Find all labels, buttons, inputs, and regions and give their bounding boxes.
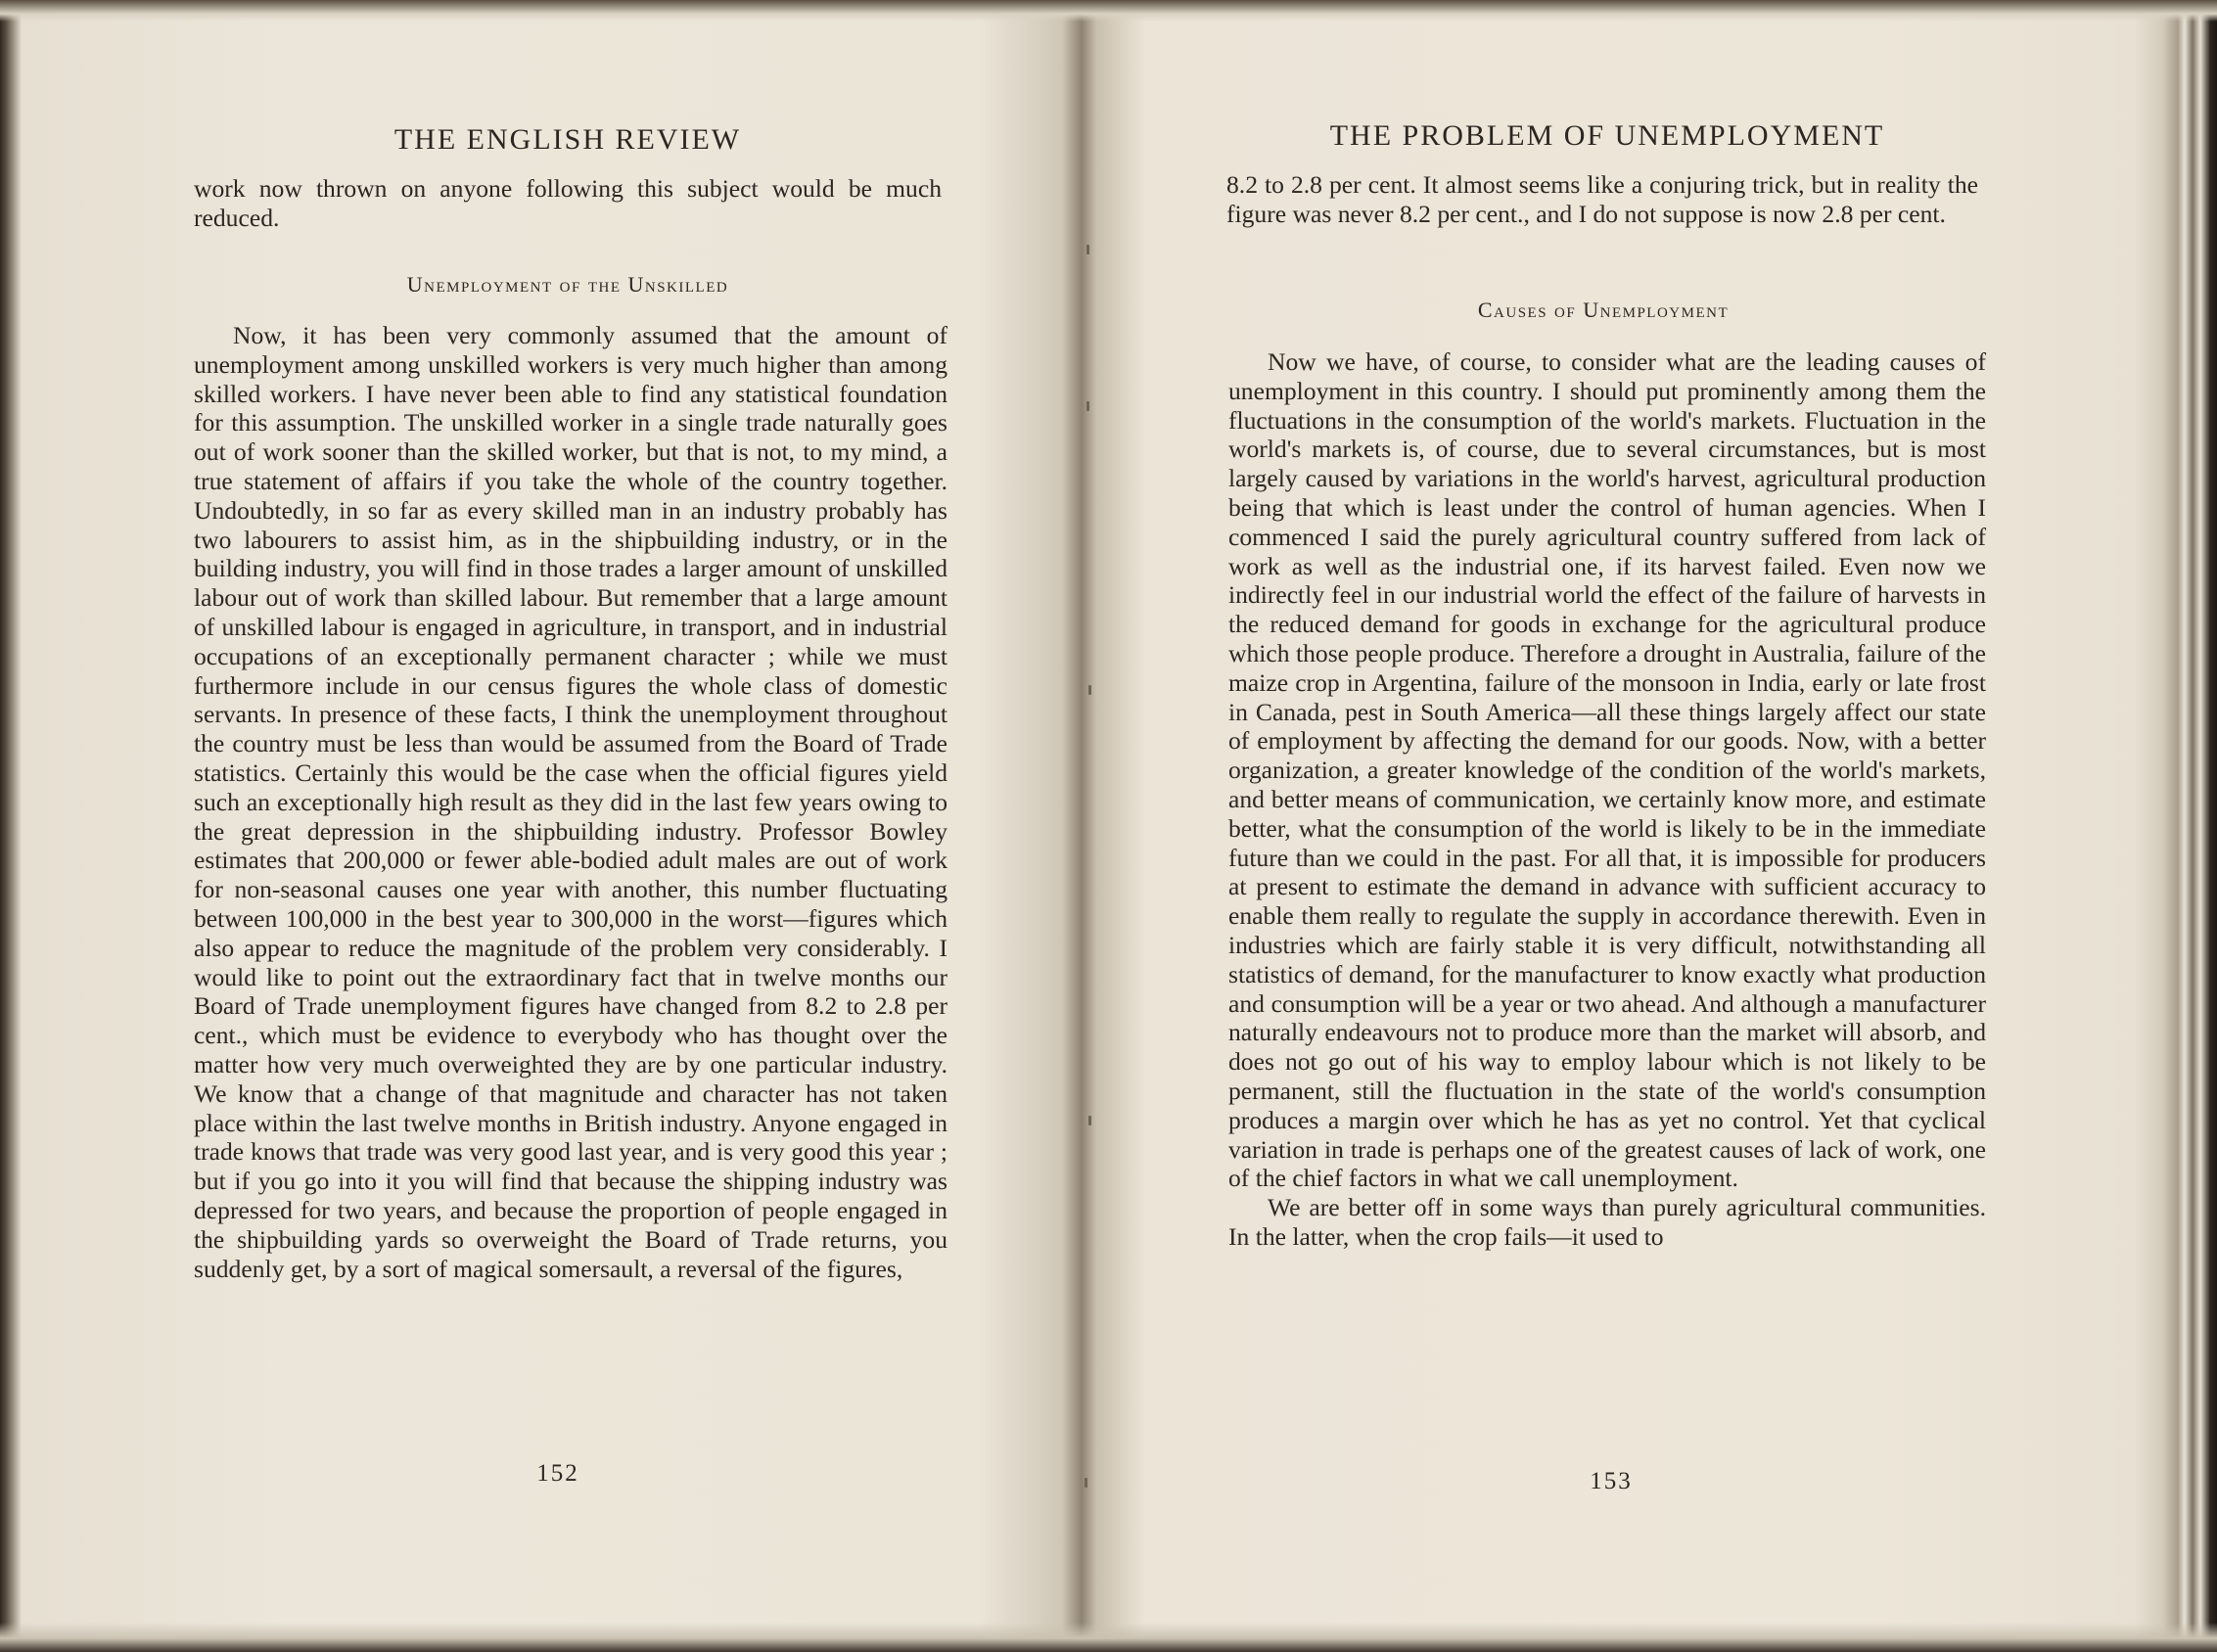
body-paragraph [194,321,947,1283]
gutter-stitch [1088,685,1091,695]
opening-text [1226,170,1978,229]
opening-paragraph: work now thrown on anyone following this subject would be much reduced. [194,174,942,232]
paragraph-2: We are better off in some ways than purely agricultural communities. In the latter, when the crop fails—it used to [1228,1193,1986,1251]
gutter-stitch [1085,1478,1087,1488]
gutter-stitch [1088,1116,1091,1125]
section-heading: Causes of Unemployment [1477,298,1730,322]
running-head: THE PROBLEM OF UNEMPLOYMENT [1329,119,1885,152]
body-paragraphs [1228,347,1986,1252]
gutter-stitch [1086,401,1089,411]
opening-paragraph: 8.2 to 2.8 per cent. It almost seems like a conjuring trick, but in reality the figure was never 8.2 per cent., and I do not suppose is now 2.8 per cent. [1226,170,1978,228]
gutter-stitch [1086,245,1089,254]
running-head: THE ENGLISH REVIEW [393,123,742,156]
section-heading: Unemployment of the Unskilled [406,272,729,297]
page-number: 153 [1590,1468,1633,1494]
paragraph-1: Now we have, of course, to consider what are the leading causes of unemployment in this country. I should put prominently among them the fluctuations in the consumption of the world's markets. Fluctuation in the world's markets is, of course, due to several circumstances, but is most largely caused by variations in the world's harvest, agricultural production being that which is least under the control of human agencies. When I commenced I said the purely agricultural country suffered from lack of work as well as the industrial one, if its harvest failed. Even now we indirectly feel in our industrial world the effect of the failure of harvests in the reduced demand for goods in exchange for the agricultural produce which those people produce. Therefore a drought in Australia, failure of the maize crop in Argentina, failure of the monsoon in India, early or late frost in Canada, pest in South America—all these things largely affect our state of employment by affecting the demand for our goods. Now, with a better organization, a greater knowledge of the condition of the world's markets, and better means of communication, we certainly know more, and estimate better, what the consumption of the world is likely to be in the immediate future than we could in the past. For all that, it is impossible for producers at present to estimate the demand in advance with sufficient accuracy to enable them really to regulate the supply in accordance therewith. Even in industries which are fairly stable it is very difficult, notwithstanding all statistics of demand, for the manufacturer to know exactly what production and consumption will be a year or two ahead. And although a manufacturer naturally endeavours not to produce more than the market will absorb, and does not go out of his way to employ labour which is not likely to be permanent, still the fluctuation in the state of the world's consumption produces a margin over which he has as yet no control. Yet that cyclical variation in trade is perhaps one of the greatest causes of lack of work, one of the chief factors in what we call unemployment. [1228,347,1986,1193]
page-number: 152 [536,1460,579,1487]
opening-text [194,174,942,233]
paragraph: Now, it has been very commonly assumed that the amount of unemployment among unskilled workers is very much higher than among skilled workers. I have never been able to find any statistical foundation for this assumption. The unskilled worker in a single trade naturally goes out of work sooner than the skilled worker, but that is not, to my mind, a true statement of affairs if you take the whole of the country together. Undoubtedly, in so far as every skilled man in an industry probably has two labourers to assist him, as in the shipbuilding industry, or in the building industry, you will find in those trades a larger amount of unskilled labour out of work than skilled labour. But remember that a large amount of unskilled labour is engaged in agriculture, in transport, and in industrial occupations of an exceptionally permanent character ; while we must furthermore include in our census figures the whole class of domestic servants. In presence of these facts, I think the unemployment throughout the country must be less than would be assumed from the Board of Trade statistics. Certainly this would be the case when the official figures yield such an exceptionally high result as they did in the last few years owing to the great depression in the shipbuilding industry. Professor Bowley estimates that 200,000 or fewer able-bodied adult males are out of work for non-seasonal causes one year with another, this number fluctuating between 100,000 in the best year to 300,000 in the worst—figures which also appear to reduce the magnitude of the problem very considerably. I would like to point out the extraordinary fact that in twelve months our Board of Trade unemployment figures have changed from 8.2 to 2.8 per cent., which must be evidence to everybody who has thought over the matter how very much overweighted they are by one particular industry. We know that a change of that magnitude and character has not taken place within the last twelve months in British industry. Anyone engaged in trade knows that trade was very good last year, and is very good this year ; but if you go into it you will find that because the shipping industry was depressed for two years, and because the proportion of people engaged in the shipbuilding yards so overweight the Board of Trade returns, you suddenly get, by a sort of magical somersault, a reversal of the figures, [194,321,947,1283]
